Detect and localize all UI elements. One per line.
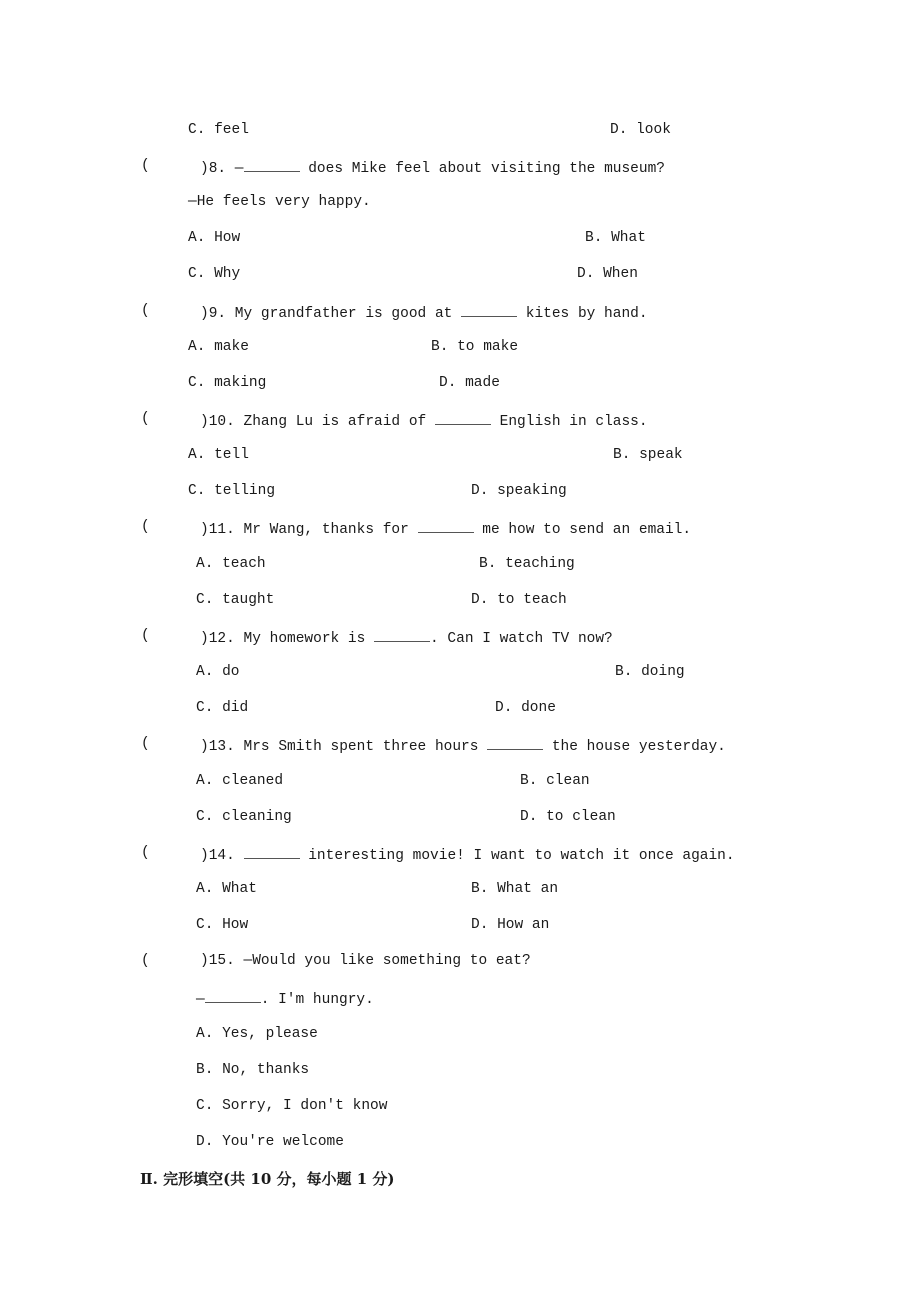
option-10-a: A. tell [188,447,249,463]
answer-paren[interactable]: ( [141,519,150,535]
option-14-a: A. What [196,881,257,897]
question-stem-14: )14. interesting movie! I want to watch it once again. [200,844,735,865]
option-12-b: B. doing [615,664,685,680]
question-response-15: — . I'm hungry. [196,988,374,1009]
option-8-b: B. What [585,230,646,246]
option-10-c: C. telling [188,483,276,499]
option-11-a: A. teach [196,556,266,572]
answer-paren[interactable]: ( [141,158,150,174]
option-8-d: D. When [577,266,638,282]
option-10-b: B. speak [613,447,683,463]
option-11-d: D. to teach [471,592,567,608]
option-15-d: D. You're welcome [196,1134,344,1150]
answer-paren[interactable]: ( [141,953,150,969]
option-15-a: A. Yes, please [196,1026,318,1042]
answer-paren[interactable]: ( [141,628,150,644]
option-9-a: A. make [188,339,249,355]
question-response-8: —He feels very happy. [188,194,371,210]
option-13-b: B. clean [520,773,590,789]
option-7-c: C. feel [188,122,249,138]
answer-paren[interactable]: ( [141,736,150,752]
answer-blank [244,157,300,172]
answer-paren[interactable]: ( [141,845,150,861]
option-13-c: C. cleaning [196,809,292,825]
answer-blank [205,988,261,1003]
question-stem-12: )12. My homework is . Can I watch TV now? [200,627,613,648]
option-8-c: C. Why [188,266,241,282]
option-12-d: D. done [495,700,556,716]
question-stem-9: )9. My grandfather is good at kites by hand. [200,302,648,323]
option-9-b: B. to make [431,339,519,355]
option-12-c: C. did [196,700,249,716]
answer-blank [374,627,430,642]
option-9-c: C. making [188,375,267,391]
option-9-d: D. made [439,375,500,391]
question-stem-15: )15. —Would you like something to eat? [200,953,531,969]
question-stem-10: )10. Zhang Lu is afraid of English in class. [200,410,648,431]
option-14-b: B. What an [471,881,559,897]
section-heading-cloze: Ⅱ. 完形填空(共 10 分，每小题 1 分) [140,1170,395,1188]
answer-paren[interactable]: ( [141,411,150,427]
answer-blank [244,844,300,859]
option-14-d: D. How an [471,917,550,933]
question-stem-11: )11. Mr Wang, thanks for me how to send an email. [200,518,691,539]
option-15-b: B. No, thanks [196,1062,310,1078]
answer-blank [461,302,517,317]
option-13-a: A. cleaned [196,773,284,789]
question-stem-13: )13. Mrs Smith spent three hours the house yesterday. [200,735,726,756]
option-8-a: A. How [188,230,241,246]
option-14-c: C. How [196,917,249,933]
answer-blank [487,735,543,750]
answer-blank [418,518,474,533]
option-11-b: B. teaching [479,556,575,572]
option-10-d: D. speaking [471,483,567,499]
option-12-a: A. do [196,664,240,680]
option-11-c: C. taught [196,592,275,608]
option-13-d: D. to clean [520,809,616,825]
question-stem-8: )8. — does Mike feel about visiting the museum? [200,157,665,178]
answer-paren[interactable]: ( [141,303,150,319]
option-15-c: C. Sorry, I don't know [196,1098,388,1114]
option-7-d: D. look [610,122,671,138]
answer-blank [435,410,491,425]
